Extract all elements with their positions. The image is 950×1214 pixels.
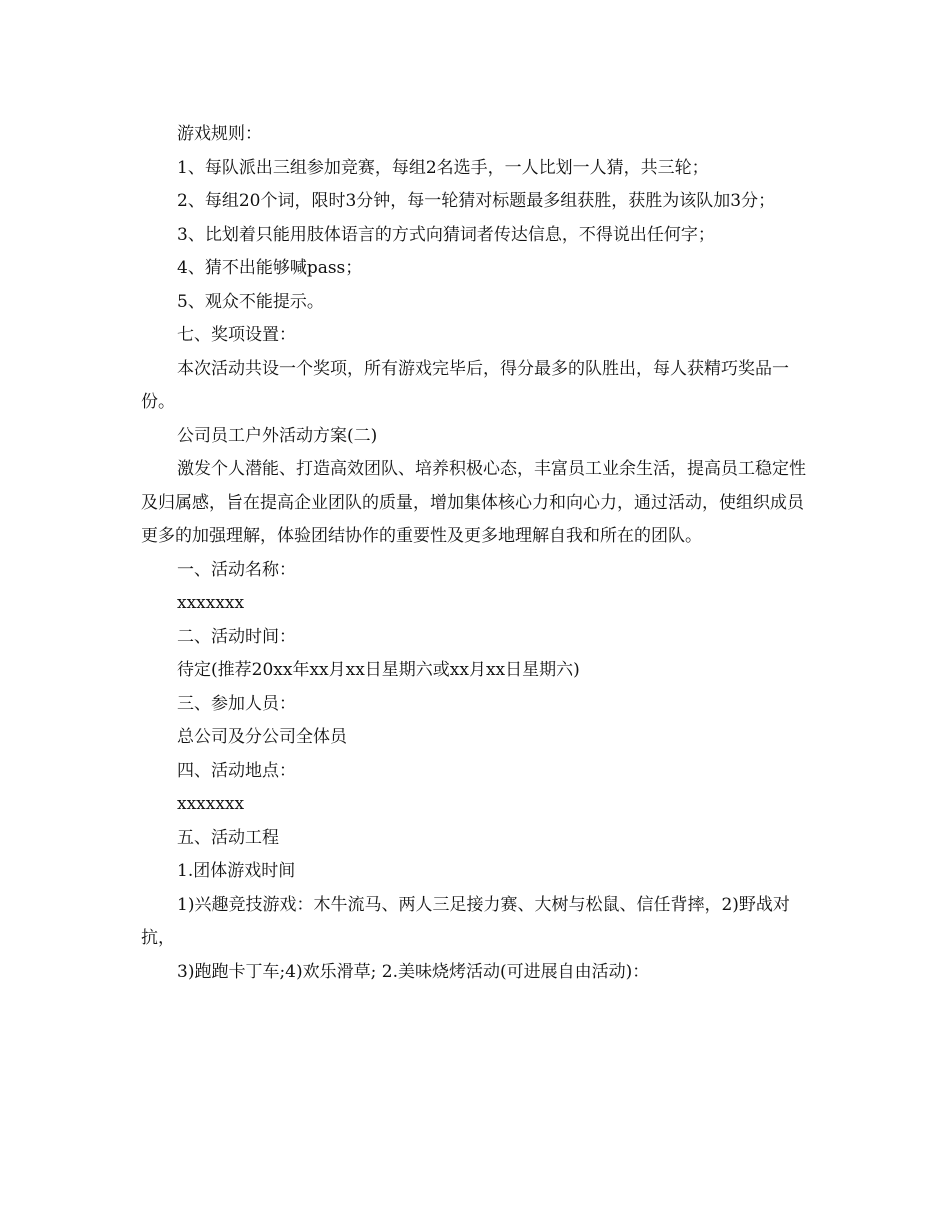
paragraph-participants-heading: 三、参加人员： (177, 693, 296, 714)
document-body (141, 118, 813, 989)
paragraph-team-games-list-continued: 3)跑跑卡丁车;4)欢乐滑草; 2.美味烧烤活动(可进展自由活动)： (177, 961, 650, 982)
paragraph-rule-2: 2、每组20个词，限时3分钟，每一轮猜对标题最多组获胜，获胜为该队加3分； (177, 191, 776, 211)
paragraph-activity-name-value: xxxxxxx (177, 593, 245, 613)
paragraph-activity-name-heading: 一、活动名称： (177, 559, 296, 580)
paragraph-rule-5: 5、观众不能提示。 (177, 291, 324, 312)
paragraph-location-value: xxxxxxx (177, 794, 245, 814)
paragraph-plan-two-title: 公司员工户外活动方案(二) (177, 425, 378, 446)
paragraph-awards-text: 本次活动共设一个奖项，所有游戏完毕后，得分最多的队胜出，每人获精巧奖品一份。 (141, 358, 789, 412)
paragraph-activity-time-value: 待定(推荐20xx年xx月xx日星期六或xx月xx日星期六) (177, 660, 580, 680)
paragraph-game-rules-heading: 游戏规则： (177, 124, 262, 144)
paragraph-rule-3: 3、比划着只能用肢体语言的方式向猜词者传达信息，不得说出任何字； (177, 224, 715, 245)
paragraph-activity-time-heading: 二、活动时间： (177, 626, 296, 647)
paragraph-rule-1: 1、每队派出三组参加竞赛，每组2名选手，一人比划一人猜，共三轮； (177, 157, 709, 178)
paragraph-plan-intro: 激发个人潜能、打造高效团队、培养积极心态，丰富员工业余生活，提高员工稳定性及归属感，旨在提高企业团队的质量，增加集体核心力和向心力，通过活动，使组织成员更多的加强理解，体验团结协作的重要性及更多地理解自我和所在的团队。 (141, 459, 806, 546)
paragraph-activity-program-heading: 五、活动工程 (177, 827, 279, 848)
paragraph-rule-4: 4、猜不出能够喊pass； (177, 258, 363, 278)
paragraph-team-games-list: 1)兴趣竞技游戏：木牛流马、两人三足接力赛、大树与松鼠、信任背摔，2)野战对抗， (141, 894, 790, 948)
paragraph-location-heading: 四、活动地点： (177, 760, 296, 781)
paragraph-participants-value: 总公司及分公司全体员 (177, 727, 347, 747)
paragraph-awards-heading: 七、奖项设置： (177, 325, 296, 345)
paragraph-team-games-heading: 1.团体游戏时间 (177, 861, 296, 881)
